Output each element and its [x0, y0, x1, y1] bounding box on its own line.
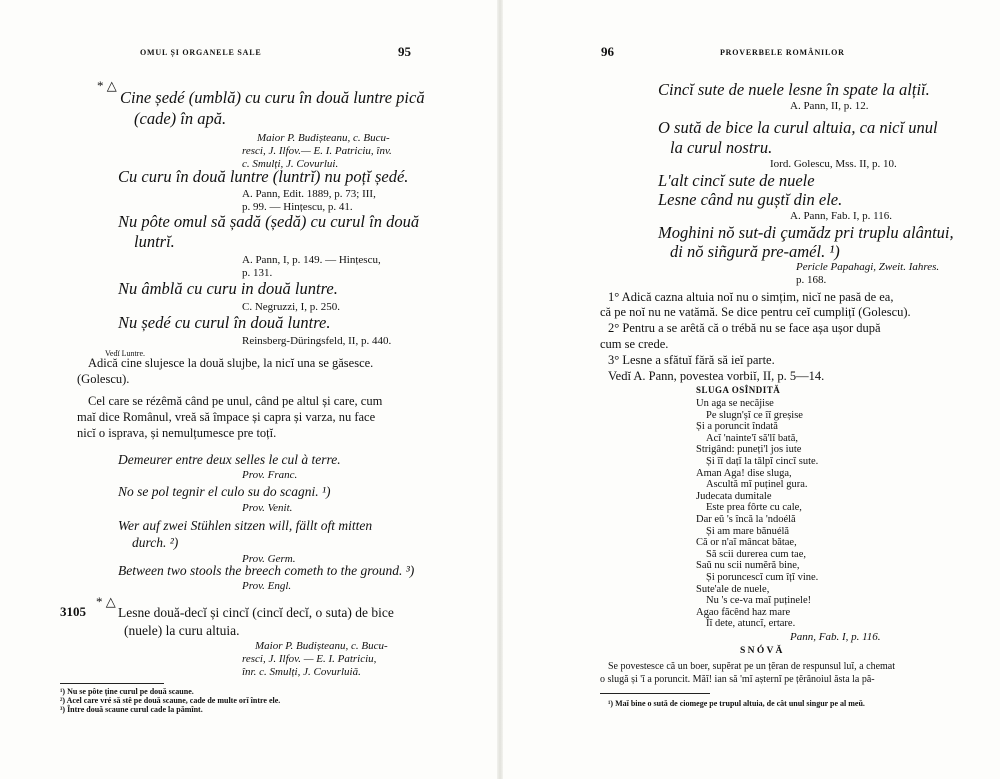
poem-line: Să scii durerea cum tae,	[706, 549, 806, 560]
running-header-left: OMUL ȘI ORGANELE SALE	[140, 48, 262, 57]
source-line: c. Smulți, J. Covurlui.	[242, 158, 339, 170]
source-line: Maior P. Budișteanu, c. Bucu-	[257, 132, 390, 144]
source-line: p. 168.	[796, 274, 827, 286]
proverb-line: Cu curu în două luntre (luntrĭ) nu poțĭ ședé.	[118, 167, 409, 186]
foreign-proverb: durch. ²)	[132, 535, 179, 550]
footnote: ³) Între două scaune curul cade la pămînt.	[60, 705, 203, 714]
paragraph-line: 2° Pentru a se arêtă că o trébă nu se face așa ușor după	[608, 321, 881, 335]
page-number-right: 96	[601, 44, 614, 59]
source-line: resci, J. Ilfov.— E. I. Patriciu, înv.	[242, 145, 392, 157]
paragraph-line: nicĭ o isprava, și nemulțumesce pre toțĭ.	[77, 426, 277, 440]
source-line: Maior P. Budișteanu, c. Bucu-	[255, 640, 388, 652]
proverb-line: luntrĭ.	[134, 232, 175, 251]
source-line: Prov. Germ.	[242, 553, 296, 565]
source-line: Reinsberg-Düringsfeld, II, p. 440.	[242, 335, 392, 347]
proverb-line: L'alt cincĭ sute de nuele	[658, 171, 815, 190]
entry-number: 3105	[60, 604, 86, 619]
paragraph-line: că pe noĭ nu ne vatămă. Se dice pentru ceĭ cumplițĭ (Golescu).	[600, 305, 911, 319]
paragraph-line: Cel care se rézêmă când pe unul, când pe altul și care, cum	[88, 394, 383, 408]
proverb-line: Lesne când nu guștĭ din ele.	[658, 190, 843, 209]
proverb-line: la curul nostru.	[670, 138, 773, 157]
poem-line: Este prea fôrte cu cale,	[706, 502, 802, 513]
source-line: A. Pann, Edit. 1889, p. 73; III,	[242, 188, 376, 200]
poem-line: Pe slugn'șĭ ce îĭ greșise	[706, 410, 803, 421]
poem-line: Și îĭ dațĭ la tălpĭ cincĭ sute.	[706, 456, 819, 467]
proverb-line: (nuele) la curu altuia.	[124, 623, 240, 638]
source-line: Pericle Papahagi, Zweit. Iahres.	[796, 261, 940, 273]
proverb-line: di nŏ siñgură pre-amél. ¹)	[670, 242, 840, 261]
footnote: ¹) Maĭ bine o sută de ciomege pe trupul altuia, de cât unul singur pe al meŭ.	[608, 699, 865, 708]
footnote: ²) Acel care vré să stê pe două scaune, cade de multe orĭ între ele.	[60, 696, 281, 705]
running-header-right: PROVERBELE ROMÂNILOR	[720, 48, 845, 57]
source-line: Prov. Engl.	[242, 580, 292, 592]
right-page	[500, 0, 1000, 779]
paragraph-line: (Golescu).	[77, 372, 130, 386]
poem-line: Un aga se necăjise	[696, 398, 774, 409]
source-line: Prov. Franc.	[242, 469, 298, 481]
footnote: ¹) Nu se pôte ține curul pe două scaune.	[60, 687, 194, 696]
proverb-line: Lesne două-decĭ și cincĭ (cincĭ decĭ, o suta) de bice	[118, 605, 394, 620]
source-line: înr. c. Smulți, J. Covurluiă.	[242, 666, 361, 678]
source-line: A. Pann, II, p. 12.	[790, 100, 869, 112]
proverb-line: Cincĭ sute de nuele lesne în spate la alțiĭ.	[658, 80, 930, 99]
poem-line: Îĭ dete, atuncĭ, ertare.	[706, 618, 796, 629]
source-line: Pann, Fab. I, p. 116.	[790, 631, 881, 643]
snova-title: S N Ó V Ă	[740, 646, 783, 656]
paragraph-line: 3° Lesne a sfătuĭ fără să ieĭ parte.	[608, 353, 775, 367]
footnote-rule	[60, 683, 164, 684]
source-line: A. Pann, Fab. I, p. 116.	[790, 210, 892, 222]
source-line: p. 131.	[242, 267, 273, 279]
foreign-proverb: Between two stools the breech cometh to the ground. ³)	[118, 563, 415, 578]
foreign-proverb: Demeurer entre deux selles le cul à terre.	[118, 452, 341, 467]
paragraph-line: 1° Adică cazna altuia noĭ nu o simțim, nicĭ ne pasă de ea,	[608, 290, 894, 304]
footnote-rule	[600, 693, 710, 694]
poem-line: Nu 's ce-va maĭ puținele!	[706, 595, 812, 606]
poem-line: Că or n'aĭ mâncat bătae,	[696, 537, 797, 548]
poem-line: Și a poruncit îndată	[696, 421, 778, 432]
paragraph-line: o slugă și 'ĭ a poruncit. Măĭ! ian să 'mĭ așternĭ pe țĕrănoiul ăsta la pă-	[600, 674, 875, 685]
paragraph-line: cum se crede.	[600, 337, 669, 351]
poem-line: Judecata dumitale	[696, 491, 772, 502]
cross-reference: Vedĭ Luntre.	[105, 349, 145, 358]
paragraph-line: Se povestesce că un boer, supĕrat pe un țĕran de respunsul luĭ, a chemat	[608, 661, 895, 672]
source-line: Iord. Golescu, Mss. II, p. 10.	[770, 158, 897, 170]
poem-line: Și poruncescĭ cum îțĭ vine.	[706, 572, 819, 583]
foreign-proverb: Wer auf zwei Stühlen sitzen will, fällt oft mitten	[118, 518, 373, 533]
proverb-line: Moghini nŏ sut-di çumădz pri truplu alântui,	[658, 223, 954, 242]
paragraph-line: maĭ dice Românul, vreă să împace și capra și varza, nu face	[77, 410, 376, 424]
entry-marker: * △	[96, 594, 116, 609]
foreign-proverb: No se pol tegnir el culo su do scagni. ¹)	[118, 484, 331, 499]
page-number-left: 95	[398, 44, 411, 59]
poem-title: SLUGA OSÎNDITĂ	[696, 385, 781, 395]
source-line: C. Negruzzi, I, p. 250.	[242, 301, 341, 313]
proverb-line: Cine ședé (umblă) cu curu în două luntre pică	[120, 88, 425, 107]
poem-line: Strigând: puneți'l jos iute	[696, 444, 802, 455]
proverb-line: Nu pôte omul să șadă (ședă) cu curul în două	[118, 212, 420, 231]
poem-line: Și am mare bănuélă	[706, 526, 790, 537]
proverb-line: O sută de bice la curul altuia, ca nicĭ unul	[658, 118, 938, 137]
proverb-line: (cade) în apă.	[134, 109, 227, 128]
source-line: p. 99. — Hințescu, p. 41.	[242, 201, 353, 213]
source-line: Prov. Venit.	[242, 502, 293, 514]
proverb-line: Nu âmblă cu curu in două luntre.	[118, 279, 338, 298]
poem-line: Agao făcênd haz mare	[696, 607, 791, 618]
source-line: resci, J. Ilfov. — E. I. Patriciu,	[242, 653, 377, 665]
poem-line: Sute'ale de nuele,	[696, 584, 770, 595]
poem-line: Dar eŭ 's încă la 'ndoélă	[696, 514, 796, 525]
proverb-line: Nu ședé cu curul în două luntre.	[118, 313, 331, 332]
poem-line: Acĭ 'nainte'ĭ să'lĭ bată,	[706, 433, 798, 444]
poem-line: Aman Aga! dise sluga,	[696, 468, 792, 479]
entry-marker: * △	[97, 78, 117, 93]
paragraph-line: Adică cine slujesce la două slujbe, la nicĭ una se găsesce.	[88, 356, 374, 370]
poem-line: Ascultă mĭ puținel gura.	[706, 479, 808, 490]
poem-line: Saŭ nu scii numĕră bine,	[696, 560, 800, 571]
source-line: A. Pann, I, p. 149. — Hințescu,	[242, 254, 381, 266]
paragraph-line: Vedĭ A. Pann, povestea vorbiĭ, II, p. 5—14.	[608, 369, 825, 383]
